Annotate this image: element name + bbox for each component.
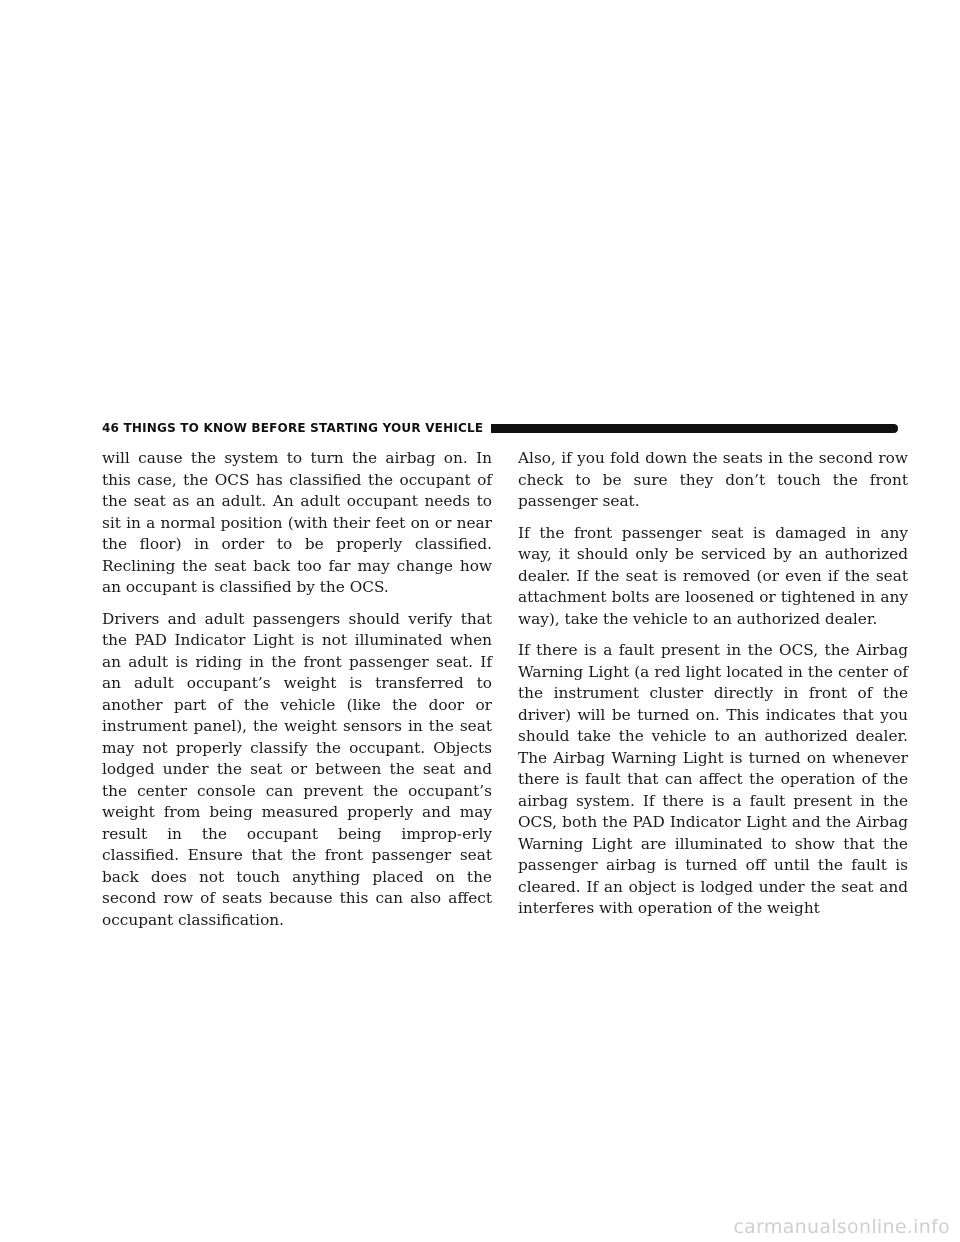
- header-rule-bar: [491, 424, 898, 433]
- left-paragraph-2: Drivers and adult passengers should verify that the PAD Indicator Light is not illuminated when an adult is riding in the front passenger seat. If an adult occupant’s weight is transferred to another part of the vehicle (like the door or instrument panel), the weight sensors in the seat may not properly classify the occupant. Objects lodged under the seat or between the seat and the center console can prevent the occupant’s weight from being measured properly and may result in the occupant being improp-erly classified. Ensure that the front passenger seat back does not touch anything placed on the second row of seats because this can also affect occupant classification.: [102, 609, 492, 929]
- right-paragraph-2: If the front passenger seat is damaged in any way, it should only be serviced by an authorized dealer. If the seat is removed (or even if the seat attachment bolts are loosened or tightened in any way), take the vehicle to an authorized dealer.: [518, 523, 908, 628]
- right-column: [518, 448, 908, 930]
- left-paragraph-1: will cause the system to turn the airbag on. In this case, the OCS has classified the occupant of the seat as an adult. An adult occupant needs to sit in a normal position (with their feet on or near the floor) in order to be properly classified. Reclining the seat back too far may change how an occupant is classified by the OCS.: [102, 449, 492, 596]
- right-paragraph-3: If there is a fault present in the OCS, the Airbag Warning Light (a red light located in the center of the instrument cluster directly in front of the driver) will be turned on. This indicates that you should take the vehicle to an authorized dealer. The Airbag Warning Light is turned on whenever there is fault that can affect the operation of the airbag system. If there is a fault present in the OCS, both the PAD Indicator Light and the Airbag Warning Light are illuminated to show that the passenger airbag is turned off until the fault is cleared. If an object is lodged under the seat and interferes with operation of the weight: [518, 641, 908, 917]
- page-header-text: 46 THINGS TO KNOW BEFORE STARTING YOUR VEHICLE: [102, 421, 484, 435]
- running-header: [102, 418, 898, 438]
- left-column: [102, 448, 492, 941]
- watermark-link[interactable]: carmanualsonline.info: [733, 1216, 950, 1238]
- right-paragraph-1: Also, if you fold down the seats in the second row check to be sure they don’t touch the front passenger seat.: [518, 449, 908, 510]
